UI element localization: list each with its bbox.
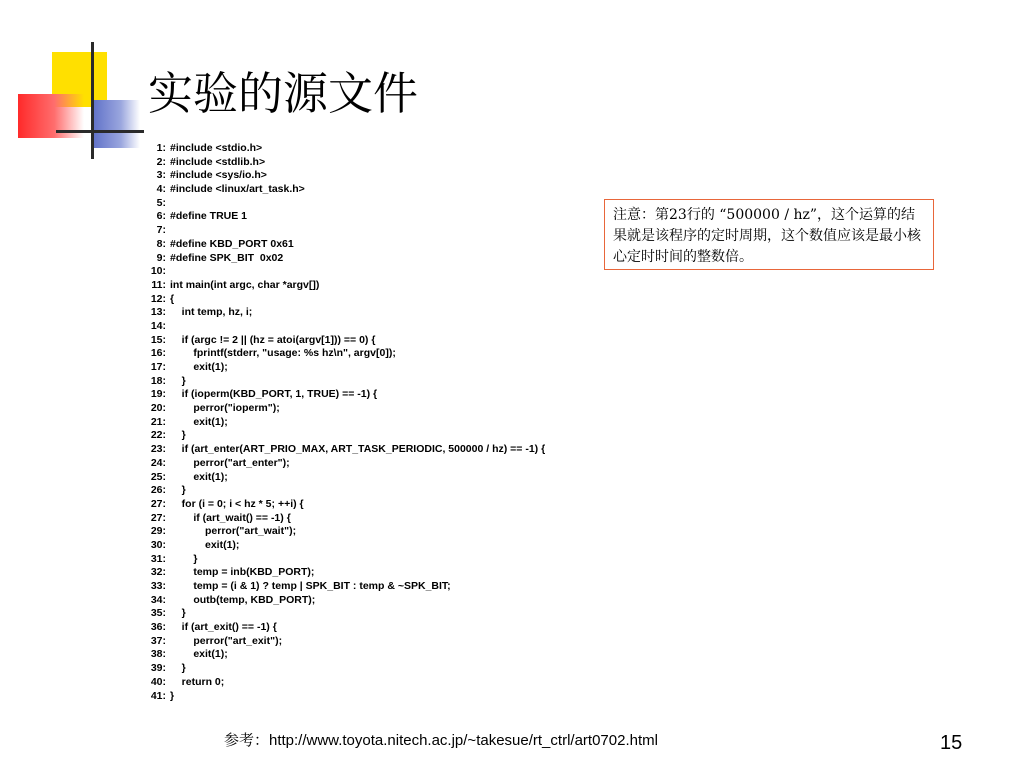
code-line bbox=[143, 197, 545, 211]
code-line bbox=[143, 457, 545, 471]
line-number: 2: bbox=[156, 155, 166, 168]
line-number: 9: bbox=[156, 251, 166, 264]
code-text: #define KBD_PORT 0x61 bbox=[170, 237, 294, 250]
code-line bbox=[143, 334, 545, 348]
code-line bbox=[143, 635, 545, 649]
code-text: return 0; bbox=[170, 675, 225, 688]
code-line bbox=[143, 566, 545, 580]
code-line bbox=[143, 361, 545, 375]
code-line bbox=[143, 224, 545, 238]
line-number: 35: bbox=[150, 607, 166, 620]
code-text: exit(1); bbox=[170, 415, 228, 428]
code-text: } bbox=[170, 607, 186, 620]
line-number: 6: bbox=[156, 210, 166, 223]
line-number: 3: bbox=[156, 169, 166, 182]
code-line bbox=[143, 539, 545, 553]
code-line bbox=[143, 388, 545, 402]
line-number: 32: bbox=[150, 566, 166, 579]
code-text: int main(int argc, char *argv[]) bbox=[170, 278, 320, 291]
code-text: perror("art_exit"); bbox=[170, 634, 283, 647]
line-number: 8: bbox=[156, 237, 166, 250]
line-number: 4: bbox=[156, 183, 166, 196]
line-number: 31: bbox=[150, 552, 166, 565]
line-number: 34: bbox=[150, 593, 166, 606]
code-text: exit(1); bbox=[170, 538, 240, 551]
slide-title: 实验的源文件 bbox=[148, 67, 419, 120]
code-line bbox=[143, 512, 545, 526]
line-number: 13: bbox=[150, 306, 166, 319]
line-number: 36: bbox=[150, 621, 166, 634]
code-line bbox=[143, 169, 545, 183]
code-line bbox=[143, 471, 545, 485]
line-number: 27: bbox=[150, 497, 166, 510]
line-number: 25: bbox=[150, 470, 166, 483]
code-line bbox=[143, 594, 545, 608]
code-line bbox=[143, 293, 545, 307]
decor-vertical-line bbox=[91, 42, 94, 159]
line-number: 16: bbox=[150, 347, 166, 360]
code-line bbox=[143, 621, 545, 635]
line-number: 20: bbox=[150, 402, 166, 415]
line-number: 26: bbox=[150, 484, 166, 497]
line-number: 1: bbox=[156, 142, 166, 154]
code-line bbox=[143, 210, 545, 224]
code-line bbox=[143, 525, 545, 539]
code-line bbox=[143, 347, 545, 361]
line-number: 27: bbox=[150, 511, 166, 524]
code-text: if (ioperm(KBD_PORT, 1, TRUE) == -1) { bbox=[170, 388, 378, 401]
code-line bbox=[143, 429, 545, 443]
code-text: int temp, hz, i; bbox=[170, 306, 253, 319]
decor-horizontal-line bbox=[56, 130, 144, 133]
code-text: } bbox=[170, 689, 175, 702]
code-text: perror("art_wait"); bbox=[170, 525, 297, 538]
line-number: 12: bbox=[150, 292, 166, 305]
code-line bbox=[143, 183, 545, 197]
code-line bbox=[143, 252, 545, 266]
code-line bbox=[143, 279, 545, 293]
code-text: if (art_wait() == -1) { bbox=[170, 511, 291, 524]
code-text: } bbox=[170, 429, 186, 442]
note-box: 注意：第23行的 “500000 / hz”，这个运算的结果就是该程序的定时周期，这个数值应该是最小核心定时时间的整数倍。 bbox=[604, 199, 934, 270]
line-number: 7: bbox=[156, 224, 166, 237]
code-text: fprintf(stderr, "usage: %s hz\n", argv[0]); bbox=[170, 347, 396, 360]
line-number: 39: bbox=[150, 662, 166, 675]
code-line bbox=[143, 443, 545, 457]
code-text: exit(1); bbox=[170, 470, 228, 483]
line-number: 19: bbox=[150, 388, 166, 401]
line-number: 10: bbox=[150, 265, 166, 278]
code-text: exit(1); bbox=[170, 648, 228, 661]
code-text: } bbox=[170, 484, 186, 497]
code-text: perror("ioperm"); bbox=[170, 402, 280, 415]
code-text: #define TRUE 1 bbox=[170, 210, 248, 223]
line-number: 37: bbox=[150, 634, 166, 647]
page-number: 15 bbox=[940, 732, 963, 754]
code-text: #include <stdlib.h> bbox=[170, 155, 266, 168]
line-number: 22: bbox=[150, 429, 166, 442]
code-line bbox=[143, 306, 545, 320]
code-line bbox=[143, 662, 545, 676]
code-text: perror("art_enter"); bbox=[170, 456, 290, 469]
line-number: 24: bbox=[150, 456, 166, 469]
code-line bbox=[143, 375, 545, 389]
line-number: 30: bbox=[150, 538, 166, 551]
code-line bbox=[143, 156, 545, 170]
code-text: #include <sys/io.h> bbox=[170, 169, 267, 182]
code-line bbox=[143, 484, 545, 498]
code-line bbox=[143, 553, 545, 567]
code-line bbox=[143, 402, 545, 416]
line-number: 21: bbox=[150, 415, 166, 428]
code-text: } bbox=[170, 374, 186, 387]
line-number: 40: bbox=[150, 675, 166, 688]
reference-link[interactable]: 参考：http://www.toyota.nitech.ac.jp/~takesue/rt_ctrl/art0702.html bbox=[224, 732, 658, 749]
code-line bbox=[143, 265, 545, 279]
line-number: 33: bbox=[150, 580, 166, 592]
code-line bbox=[143, 142, 545, 156]
code-text: #include <stdio.h> bbox=[170, 142, 263, 154]
decor-blue-square bbox=[92, 100, 140, 148]
line-number: 11: bbox=[151, 278, 166, 291]
code-text: if (argc != 2 || (hz = atoi(argv[1])) == 0) { bbox=[170, 333, 376, 346]
code-text: outb(temp, KBD_PORT); bbox=[170, 593, 316, 606]
code-line bbox=[143, 690, 545, 704]
line-number: 5: bbox=[156, 196, 166, 209]
code-line bbox=[143, 238, 545, 252]
code-text: #include <linux/art_task.h> bbox=[170, 183, 305, 196]
line-number: 38: bbox=[150, 648, 166, 661]
line-number: 29: bbox=[150, 525, 166, 538]
code-text: } bbox=[170, 662, 186, 675]
code-line bbox=[143, 416, 545, 430]
line-number: 41: bbox=[150, 689, 166, 702]
code-line bbox=[143, 580, 545, 594]
line-number: 17: bbox=[150, 361, 166, 373]
code-line bbox=[143, 676, 545, 690]
code-text: temp = inb(KBD_PORT); bbox=[170, 566, 315, 579]
code-text: for (i = 0; i < hz * 5; ++i) { bbox=[170, 497, 304, 510]
line-number: 14: bbox=[150, 319, 166, 332]
code-line bbox=[143, 320, 545, 334]
code-text: #define SPK_BIT 0x02 bbox=[170, 251, 284, 264]
code-text: temp = (i & 1) ? temp | SPK_BIT : temp & ~SPK_BIT; bbox=[170, 580, 451, 592]
code-text: exit(1); bbox=[170, 361, 228, 373]
line-number: 18: bbox=[150, 374, 166, 387]
code-text: { bbox=[170, 292, 175, 305]
code-line bbox=[143, 648, 545, 662]
line-number: 23: bbox=[150, 443, 166, 456]
code-line bbox=[143, 607, 545, 621]
code-listing bbox=[143, 142, 545, 703]
line-number: 15: bbox=[150, 333, 166, 346]
code-text: if (art_enter(ART_PRIO_MAX, ART_TASK_PERIODIC, 500000 / hz) == -1) { bbox=[170, 443, 546, 456]
code-text: } bbox=[170, 552, 198, 565]
code-text: if (art_exit() == -1) { bbox=[170, 621, 277, 634]
code-line bbox=[143, 498, 545, 512]
